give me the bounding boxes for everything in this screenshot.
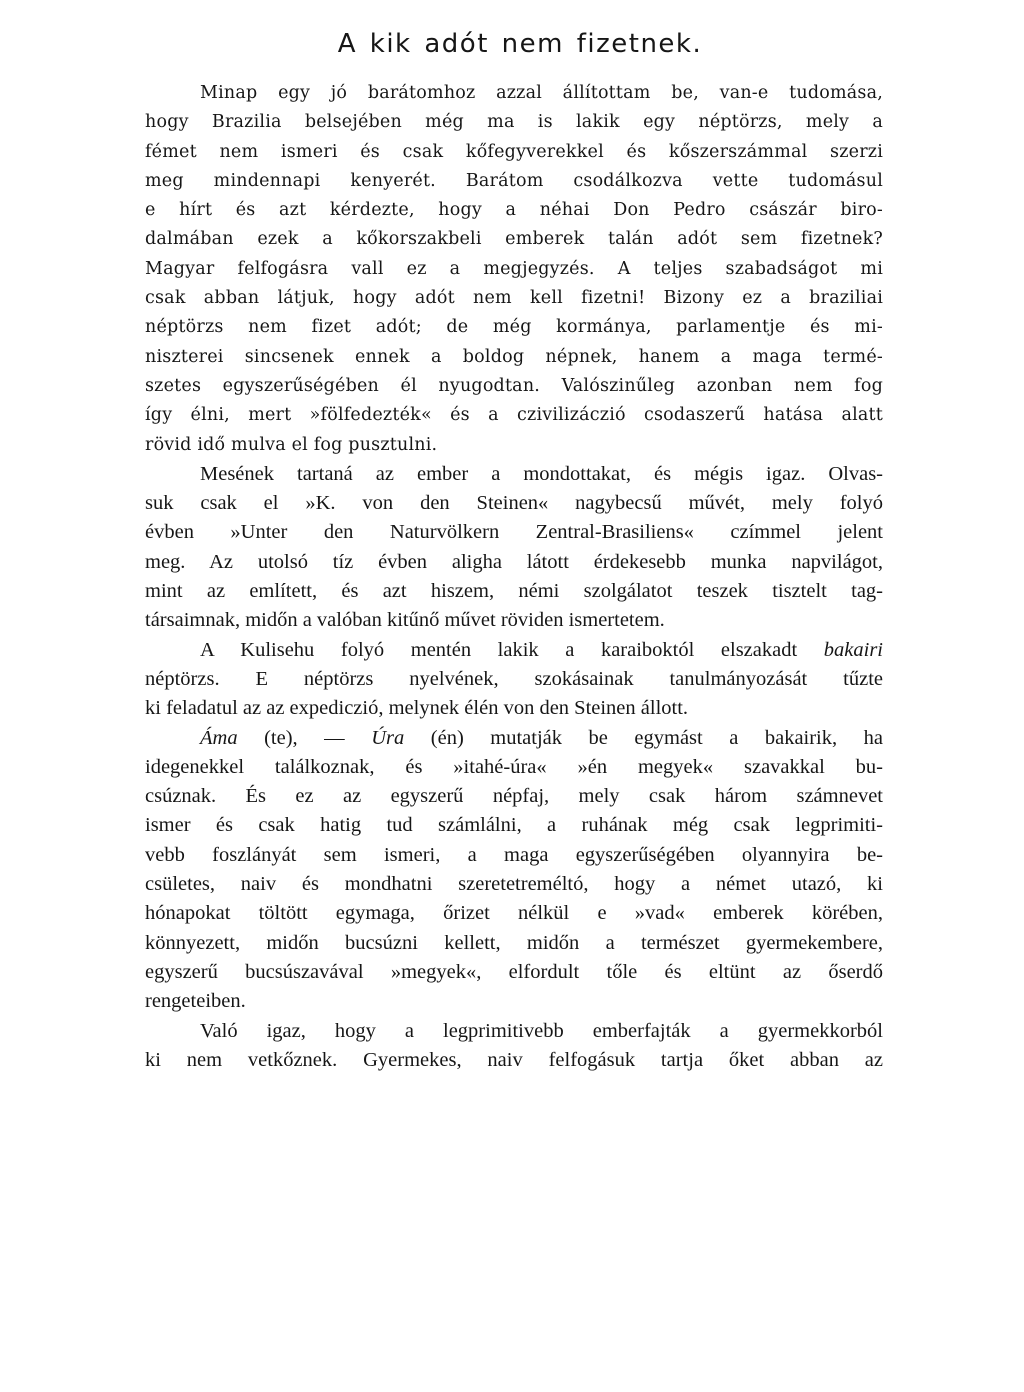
text-line: vebb foszlányát sem ismeri, a maga egyszerűségében olyannyira be- [145,843,883,866]
text-line: így élni, mert »fölfedezték« és a czivilizáczió csodaszerű hatása alatt [145,405,883,426]
text-line: Mesének tartaná az ember a mondottakat, és mégis igaz. Olvas- [200,462,883,485]
text-line: mint az említett, és azt hiszem, némi szolgálatot teszek tisztelt tag- [145,580,883,603]
text-segment: A Kulisehu folyó mentén lakik a karaiboktól elszakadt [200,638,824,661]
text-line: suk csak el »K. von den Steinen« nagybecsű művét, mely folyó [145,492,883,515]
paragraph-2 [145,460,883,636]
text-line: évben »Unter den Naturvölkern Zentral-Brasiliens« czímmel jelent [145,521,883,544]
text-line: Való igaz, hogy a legprimitivebb emberfajták a gyermekkorból [200,1019,883,1042]
text-line: meg. Az utolsó tíz évben aligha látott érdekesebb munka napvilágot, [145,550,883,573]
text-line [145,724,883,753]
text-line: egyszerű bucsúszavával »megyek«, elfordult tőle és eltünt az őserdő [145,960,883,983]
text-line [145,636,883,665]
text-segment: (te), — [237,726,372,749]
text-line: ismer és csak hatig tud számlálni, a ruhának még csak legprimiti- [145,814,883,837]
page-title: A kik adót nem fizetnek. [337,29,703,59]
text-line: néptörzs nem fizet adót; de még kormánya, parlamentje és mi- [145,317,883,338]
text-line: dalmában ezek a kőkorszakbeli emberek talán adót sem fizetnek? [145,229,883,250]
text-line: hogy Brazilia belsejében még ma is lakik egy néptörzs, mely a [145,112,883,133]
text-line: hónapokat töltött egymaga, őrizet nélkül e »vad« emberek körében, [145,902,883,925]
text-line: e hírt és azt kérdezte, hogy a néhai Don Pedro császár biro- [145,200,883,221]
text-line: csületes, naiv és mondhatni szeretetreméltó, hogy a német utazó, ki [145,873,883,896]
text-line: szetes egyszerűségében él nyugodtan. Valószinűleg azonban nem fog [145,375,883,396]
text-line: ki nem vetkőznek. Gyermekes, naiv felfogásuk tartja őket abban az [145,1048,883,1071]
text-line: ki feladatul az az expediczió, melynek élén von den Steinen állott. [145,697,689,720]
body-text [145,79,883,1075]
text-line: meg mindennapi kenyerét. Barátom csodálkozva vette tudomásul [145,170,883,191]
paragraph-5 [145,1017,883,1076]
text-line: rövid idő mulva el fog pusztulni. [145,434,438,455]
italic-term: Úra [371,726,405,749]
text-line: idegenekkel találkoznak, és »itahé-úra« »én megyek« szavakkal bu- [145,755,883,778]
text-line: társaimnak, midőn a valóban kitűnő művet röviden ismertetem. [145,609,665,632]
text-line: csúznak. És ez az egyszerű népfaj, mely csak három számnevet [145,785,883,808]
italic-term: bakairi [823,638,883,661]
paragraph-1 [145,79,883,460]
text-line: fémet nem ismeri és csak kőfegyverekkel és kőszerszámmal szerzi [145,141,883,162]
paragraph-3 [145,636,883,724]
text-line: csak abban látjuk, hogy adót nem kell fizetni! Bizony ez a braziliai [145,288,883,309]
paragraph-4 [145,724,883,1017]
text-line: rengeteiben. [145,990,246,1013]
text-line: Magyar felfogásra vall ez a megjegyzés. A teljes szabadságot mi [145,258,883,279]
text-line: Minap egy jó barátomhoz azzal állítottam be, van-e tudomása, [200,83,883,103]
text-line: niszterei sincsenek ennek a boldog népnek, hanem a maga termé- [145,346,883,367]
text-segment: (én) mutatják be egymást a bakairik, ha [404,726,883,749]
text-line: könnyezett, midőn bucsúzni kellett, midőn a természet gyermekembere, [145,931,883,954]
italic-term: Áma [200,726,238,749]
text-line: néptörzs. E néptörzs nyelvének, szokásainak tanulmányozását tűzte [145,667,883,690]
